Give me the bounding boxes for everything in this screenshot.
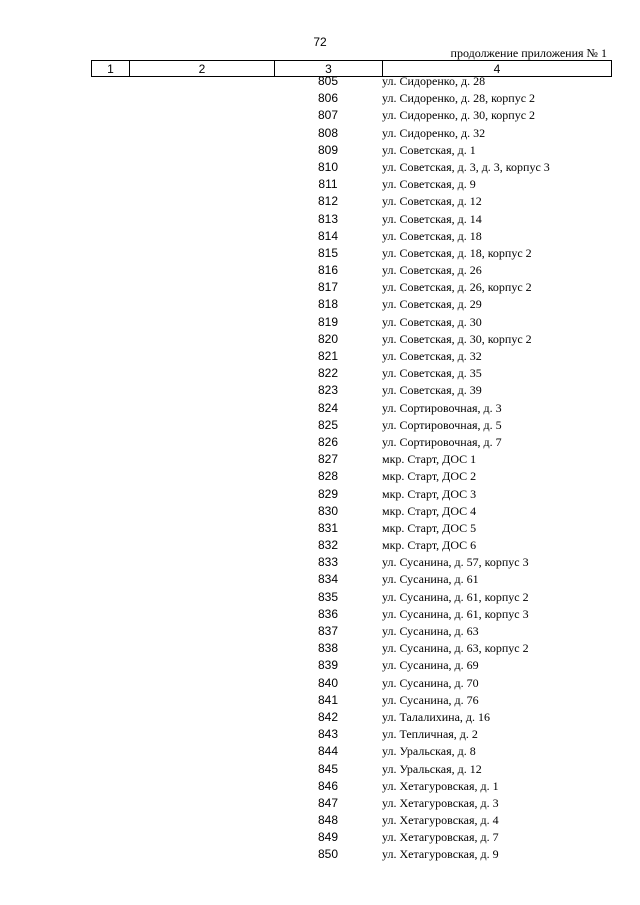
column-header-1: 1 [92, 61, 130, 77]
row-address: ул. Советская, д. 18, корпус 2 [382, 245, 532, 260]
row-number: 806 [317, 91, 339, 106]
row-number: 848 [317, 813, 339, 828]
row-address: ул. Сусанина, д. 76 [382, 692, 479, 707]
row-number: 817 [317, 280, 339, 295]
row-address: ул. Советская, д. 14 [382, 211, 482, 226]
row-number: 824 [317, 400, 339, 415]
row-number: 842 [317, 709, 339, 724]
page-number: 72 [313, 35, 327, 49]
row-number: 844 [317, 744, 339, 759]
row-number: 840 [317, 675, 339, 690]
table-row [0, 709, 640, 726]
table-row [0, 125, 640, 142]
row-number: 809 [317, 142, 339, 157]
table-row [0, 761, 640, 778]
row-address: ул. Хетагуровская, д. 7 [382, 830, 499, 845]
table-row [0, 829, 640, 846]
row-address: ул. Сусанина, д. 63, корпус 2 [382, 641, 529, 656]
column-header-4: 4 [383, 61, 612, 77]
row-number: 819 [317, 314, 339, 329]
row-address: ул. Уральская, д. 12 [382, 761, 482, 776]
table-row [0, 211, 640, 228]
row-number: 831 [317, 520, 339, 535]
row-number: 843 [317, 727, 339, 742]
table-row [0, 90, 640, 107]
row-address: ул. Советская, д. 1 [382, 142, 476, 157]
row-number: 850 [317, 847, 339, 862]
row-address: мкр. Старт, ДОС 4 [382, 503, 477, 518]
table-row [0, 795, 640, 812]
table-row [0, 846, 640, 863]
table-row [0, 623, 640, 640]
table-row [0, 331, 640, 348]
table-row [0, 228, 640, 245]
table-row [0, 279, 640, 296]
row-number: 822 [317, 366, 339, 381]
table-row [0, 571, 640, 588]
row-number: 816 [317, 263, 339, 278]
row-number: 836 [317, 606, 339, 621]
table-row [0, 812, 640, 829]
table-row [0, 262, 640, 279]
table-row [0, 726, 640, 743]
table-row [0, 486, 640, 503]
row-number: 839 [317, 658, 339, 673]
row-number: 826 [317, 434, 339, 449]
row-address: ул. Советская, д. 26 [382, 263, 482, 278]
row-address: ул. Советская, д. 26, корпус 2 [382, 280, 532, 295]
address-list [0, 73, 640, 864]
table-row [0, 159, 640, 176]
table-row [0, 193, 640, 210]
row-address: ул. Хетагуровская, д. 3 [382, 795, 499, 810]
row-number: 845 [317, 761, 339, 776]
row-number: 812 [317, 194, 339, 209]
table-row [0, 142, 640, 159]
row-number: 808 [317, 125, 339, 140]
table-row [0, 537, 640, 554]
row-number: 832 [317, 538, 339, 553]
row-address: ул. Советская, д. 12 [382, 194, 482, 209]
row-number: 815 [317, 245, 339, 260]
row-number: 829 [317, 486, 339, 501]
row-address: ул. Сусанина, д. 61 [382, 572, 479, 587]
table-row [0, 657, 640, 674]
row-number: 805 [317, 74, 339, 88]
row-address: мкр. Старт, ДОС 3 [382, 486, 477, 501]
table-row [0, 107, 640, 124]
table-row [0, 606, 640, 623]
row-number: 837 [317, 624, 339, 638]
table-row [0, 417, 640, 434]
table-row [0, 503, 640, 520]
row-address: ул. Советская, д. 9 [382, 177, 476, 192]
row-number: 810 [317, 159, 339, 174]
table-row [0, 692, 640, 709]
table-row [0, 743, 640, 760]
row-number: 828 [317, 469, 339, 484]
table-row [0, 365, 640, 382]
row-address: ул. Советская, д. 18 [382, 228, 482, 243]
table-row [0, 520, 640, 537]
row-number: 841 [317, 692, 339, 707]
row-address: ул. Сусанина, д. 57, корпус 3 [382, 555, 529, 570]
row-address: ул. Советская, д. 35 [382, 366, 482, 381]
row-address: ул. Сортировочная, д. 3 [382, 400, 502, 415]
row-address: ул. Сусанина, д. 63 [382, 624, 479, 638]
row-address: мкр. Старт, ДОС 6 [382, 538, 477, 553]
row-number: 827 [317, 452, 339, 467]
row-address: ул. Сортировочная, д. 5 [382, 417, 502, 432]
row-number: 838 [317, 641, 339, 656]
row-address: ул. Сусанина, д. 61, корпус 3 [382, 606, 529, 621]
continuation-label: продолжение приложения № 1 [450, 46, 607, 60]
row-number: 811 [318, 177, 338, 192]
table-row [0, 589, 640, 606]
row-address: ул. Хетагуровская, д. 1 [382, 778, 499, 793]
table-row [0, 640, 640, 657]
table-row [0, 73, 640, 90]
row-number: 847 [317, 795, 339, 810]
table-row [0, 451, 640, 468]
row-address: мкр. Старт, ДОС 5 [382, 520, 477, 535]
table-row [0, 314, 640, 331]
table-row [0, 245, 640, 262]
row-address: ул. Тепличная, д. 2 [382, 727, 478, 742]
row-number: 835 [317, 589, 339, 604]
row-address: ул. Уральская, д. 8 [382, 744, 476, 759]
table-row [0, 675, 640, 692]
row-number: 830 [317, 503, 339, 518]
row-address: ул. Сидоренко, д. 32 [382, 125, 486, 140]
table-row [0, 778, 640, 795]
row-address: ул. Сусанина, д. 69 [382, 658, 479, 673]
row-address: ул. Талалихина, д. 16 [382, 709, 491, 724]
column-header-2: 2 [130, 61, 275, 77]
table-row [0, 554, 640, 571]
row-address: ул. Советская, д. 29 [382, 297, 482, 312]
table-row [0, 434, 640, 451]
row-address: ул. Хетагуровская, д. 9 [382, 847, 499, 862]
column-header-3: 3 [275, 61, 383, 77]
row-number: 821 [317, 349, 339, 363]
table-row [0, 176, 640, 193]
row-address: мкр. Старт, ДОС 2 [382, 469, 477, 484]
row-number: 833 [317, 555, 339, 570]
row-number: 834 [317, 572, 339, 587]
table-row [0, 400, 640, 417]
row-number: 846 [317, 778, 339, 793]
row-number: 814 [317, 228, 339, 243]
table-row [0, 296, 640, 313]
table-row [0, 382, 640, 399]
row-address: мкр. Старт, ДОС 1 [382, 452, 477, 467]
table-row [0, 348, 640, 365]
row-address: ул. Советская, д. 30 [382, 314, 482, 329]
row-address: ул. Советская, д. 3, д. 3, корпус 3 [382, 159, 550, 174]
row-number: 820 [317, 331, 339, 346]
row-number: 823 [317, 383, 339, 398]
row-address: ул. Сортировочная, д. 7 [382, 434, 502, 449]
row-address: ул. Сидоренко, д. 30, корпус 2 [382, 108, 536, 123]
row-number: 818 [317, 297, 339, 312]
row-address: ул. Сидоренко, д. 28 [382, 74, 486, 88]
row-number: 807 [317, 108, 339, 123]
row-address: ул. Сусанина, д. 61, корпус 2 [382, 589, 529, 604]
row-number: 849 [317, 830, 339, 845]
row-address: ул. Советская, д. 32 [382, 349, 482, 363]
table-row [0, 468, 640, 485]
row-address: ул. Сусанина, д. 70 [382, 675, 479, 690]
row-address: ул. Советская, д. 39 [382, 383, 482, 398]
row-address: ул. Сидоренко, д. 28, корпус 2 [382, 91, 536, 106]
row-number: 813 [317, 211, 339, 226]
row-address: ул. Советская, д. 30, корпус 2 [382, 331, 532, 346]
row-address: ул. Хетагуровская, д. 4 [382, 813, 499, 828]
row-number: 825 [317, 417, 339, 432]
